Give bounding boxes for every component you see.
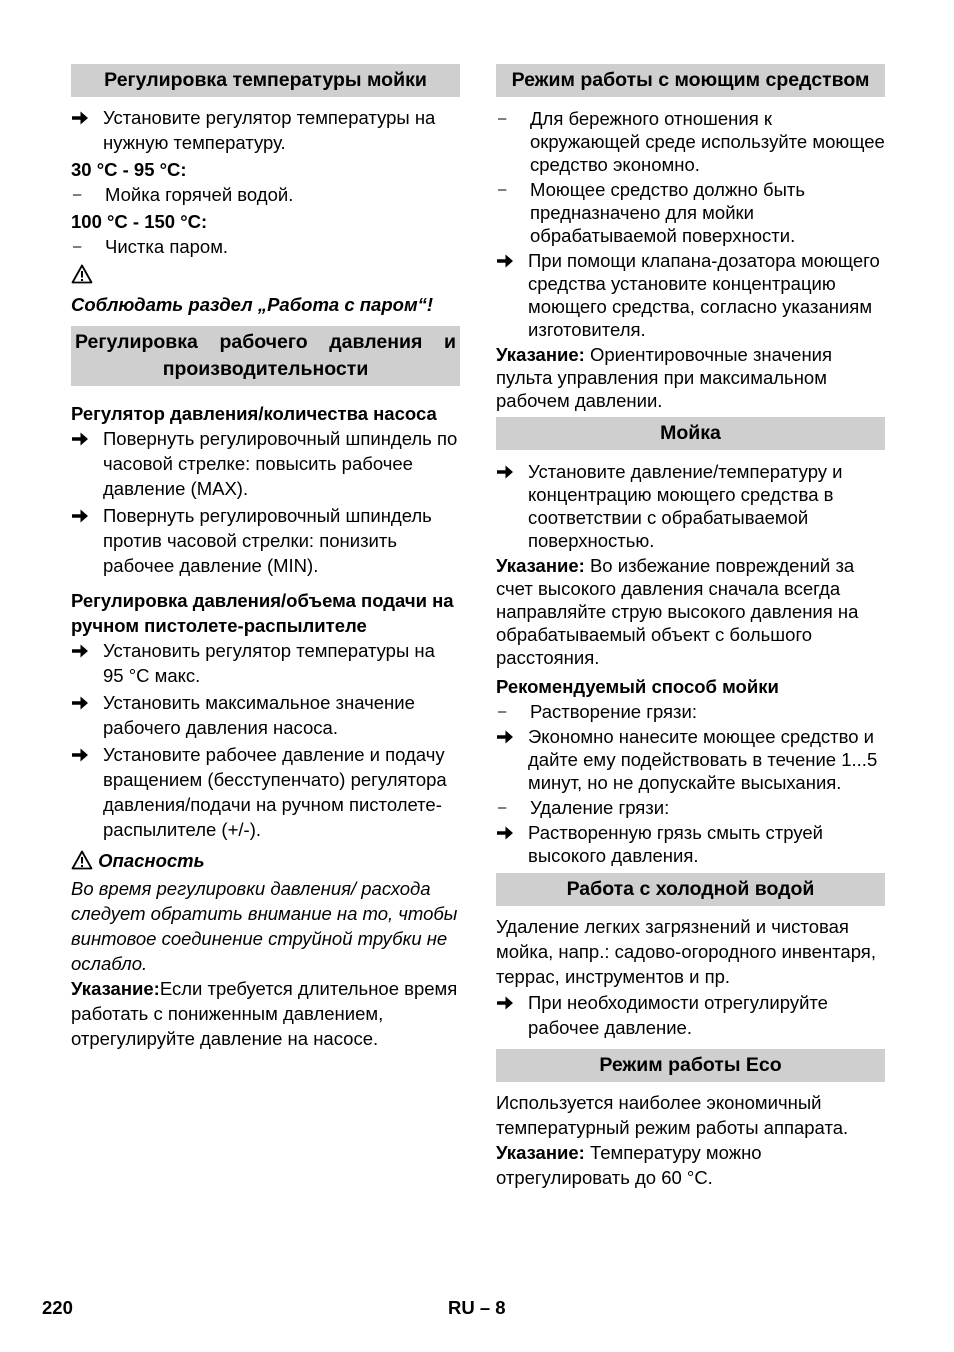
note-eco-temperature	[496, 1140, 885, 1190]
note-text: Во избежание повреждений за счет высокого давления сначала всегда направляйте струю высокого давления на обрабатываемый объект с большого расстояния.	[496, 555, 859, 668]
note-text: Температуру можно отрегулировать до 60 °C.	[496, 1142, 762, 1188]
temp-range-2: 100 °C - 150 °C:	[71, 211, 208, 232]
dash-marker: –	[73, 186, 82, 203]
subheading-pump-regulator: Регулятор давления/количества насоса	[71, 403, 437, 424]
step-set-max-pressure: Установить максимальное значение рабочего давления насоса.	[71, 690, 460, 740]
dash-marker: –	[498, 110, 507, 127]
left-column	[71, 64, 460, 1051]
step-rinse-dirt: Растворенную грязь смыть струей высокого давления.	[496, 821, 885, 867]
dash-item-eco-detergent: – Для бережного отношения к окружающей среде используйте моющее средство экономно.	[498, 108, 885, 175]
note-low-pressure	[71, 976, 460, 1051]
warning-triangle-icon	[71, 264, 460, 290]
section-title-pressure: Регулировка рабочего давления и производительности	[71, 326, 460, 386]
dash-item-remove: – Удаление грязи:	[498, 797, 670, 818]
step-apply-detergent: Экономно нанесите моющее средство и дайте ему подействовать в течение 1...5 минут, но не допускайте высыхания.	[496, 725, 885, 794]
note-label: Указание:	[71, 978, 160, 999]
step-adjust-pressure: При необходимости отрегулируйте рабочее давление.	[496, 990, 885, 1040]
arrow-right-icon	[71, 105, 103, 155]
warning-triangle-icon	[71, 850, 93, 870]
arrow-right-icon	[71, 503, 103, 578]
step-set-temperature: Установите регулятор температуры на нужную температуру.	[71, 105, 460, 155]
note-text: Если требуется длительное время работать с пониженным давлением, отрегулируйте давление на насосе.	[71, 978, 458, 1049]
note-avoid-damage	[496, 554, 885, 669]
section-title-cold-water: Работа с холодной водой	[496, 873, 885, 906]
note-control-values	[496, 343, 885, 412]
dash-item-suitable-detergent: – Моющее средство должно быть предназначено для мойки обрабатываемой поверхности.	[498, 179, 805, 246]
arrow-right-icon	[496, 249, 528, 341]
step-set-pressure-temp: Установите давление/температуру и концентрацию моющего средства в соответствии с обрабатываемой поверхностью.	[496, 460, 885, 552]
dash-marker: –	[73, 238, 82, 255]
danger-heading	[71, 848, 460, 873]
subheading-recommended-method: Рекомендуемый способ мойки	[496, 676, 779, 697]
lang-page-marker: RU – 8	[448, 1297, 506, 1318]
arrow-right-icon	[496, 725, 528, 794]
temp-range-1: 30 °C - 95 °C:	[71, 159, 187, 180]
note-label: Указание:	[496, 1142, 585, 1163]
subheading-gun-regulator: Регулировка давления/объема подачи на ручном пистолете-распылителе	[71, 590, 454, 636]
note-label: Указание:	[496, 344, 585, 365]
dash-marker: –	[498, 181, 507, 198]
section-title-washing: Мойка	[496, 417, 885, 450]
arrow-right-icon	[496, 990, 528, 1040]
arrow-right-icon	[71, 426, 103, 501]
eco-text: Используется наиболее экономичный температурный режим работы аппарата.	[496, 1092, 849, 1138]
arrow-right-icon	[496, 821, 528, 867]
step-set-concentration: При помощи клапана-дозатора моющего средства установите концентрацию моющего средства, согласно указаниям изготовителя.	[496, 249, 885, 341]
section-title-temperature: Регулировка температуры мойки	[71, 64, 460, 97]
dash-item-dissolve: – Растворение грязи:	[498, 701, 698, 722]
dash-marker: –	[498, 799, 507, 816]
right-column	[496, 64, 885, 1190]
arrow-right-icon	[71, 742, 103, 842]
step-decrease-pressure: Повернуть регулировочный шпиндель против часовой стрелки: понизить рабочее давление (MIN).	[71, 503, 460, 578]
dash-item-hot-water: – Мойка горячей водой.	[73, 184, 294, 205]
step-set-temp-95: Установить регулятор температуры на 95 °C макс.	[71, 638, 460, 688]
arrow-right-icon	[71, 638, 103, 688]
danger-label: Опасность	[98, 850, 205, 871]
steam-section-note: Соблюдать раздел „Работа с паром“!	[71, 294, 434, 315]
section-title-detergent: Режим работы с моющим средством	[496, 64, 885, 97]
arrow-right-icon	[71, 690, 103, 740]
page-number: 220	[42, 1297, 73, 1318]
step-adjust-gun: Установите рабочее давление и подачу вращением (бесступенчато) регулятора давления/подачи на ручном пистолете-распылителе (+/-).	[71, 742, 460, 842]
dash-marker: –	[498, 703, 507, 720]
cold-water-text: Удаление легких загрязнений и чистовая мойка, напр.: садово-огородного инвентаря, террас, инструментов и пр.	[496, 916, 876, 987]
arrow-right-icon	[496, 460, 528, 552]
note-label: Указание:	[496, 555, 585, 576]
step-increase-pressure: Повернуть регулировочный шпиндель по часовой стрелке: повысить рабочее давление (MAX).	[71, 426, 460, 501]
note-text: Ориентировочные значения пульта управления при максимальном рабочем давлении.	[496, 344, 833, 411]
danger-text: Во время регулировки давления/ расхода следует обратить внимание на то, чтобы винтовое соединение струйной трубки не ослабло.	[71, 878, 458, 974]
dash-item-steam: – Чистка паром.	[73, 236, 229, 257]
section-title-eco: Режим работы Eco	[496, 1049, 885, 1082]
